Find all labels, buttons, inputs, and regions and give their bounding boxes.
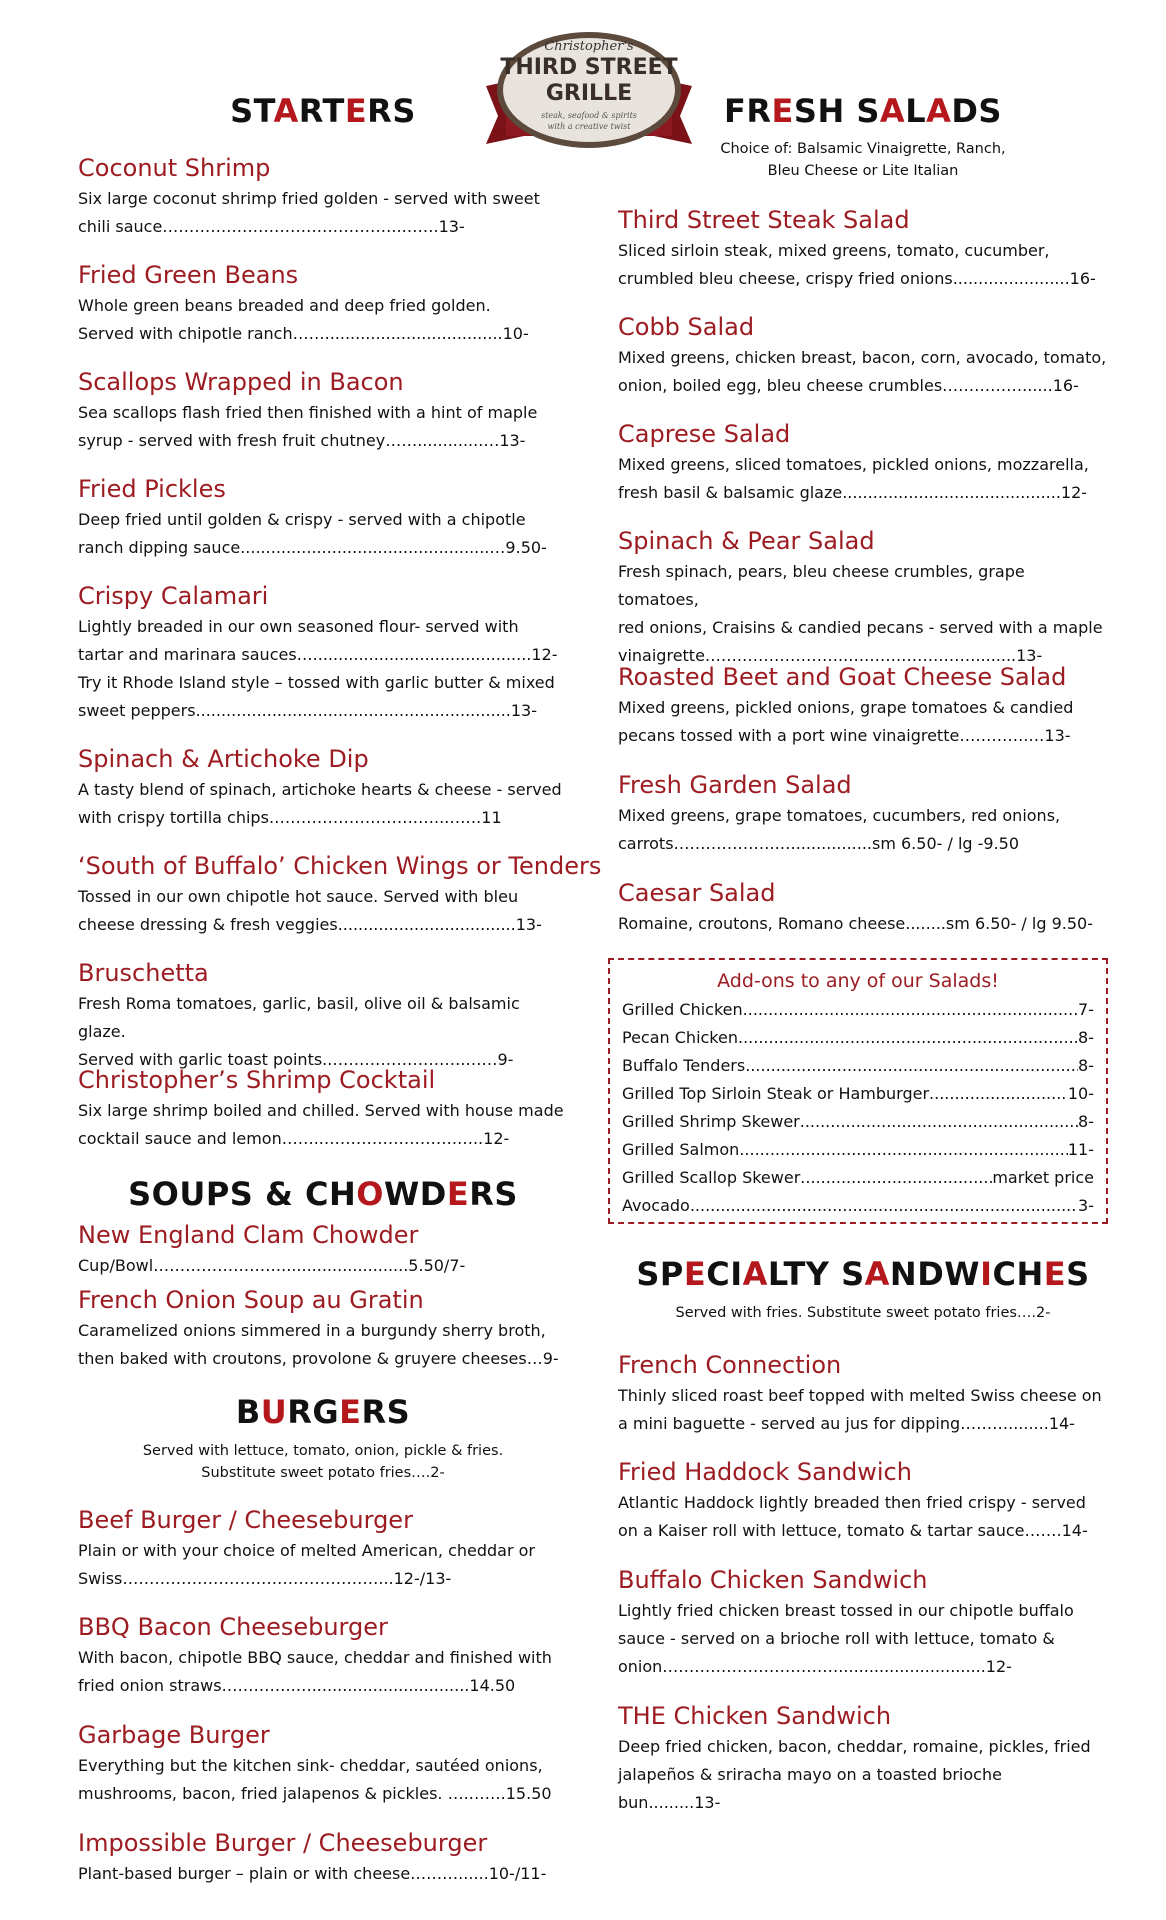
menu-item bbox=[78, 958, 568, 1074]
addon-price: 10- bbox=[1067, 1084, 1094, 1103]
menu-item bbox=[618, 205, 1108, 293]
addon-row bbox=[622, 1136, 1094, 1164]
menu-item bbox=[618, 1350, 1108, 1438]
addon-name: Grilled Chicken bbox=[622, 1000, 743, 1019]
svg-text:steak, seafood & spirits: steak, seafood & spirits bbox=[541, 111, 637, 120]
item-name: THE Chicken Sandwich bbox=[618, 1702, 892, 1730]
addon-row bbox=[622, 1052, 1094, 1080]
addon-row bbox=[622, 1192, 1094, 1220]
menu-item bbox=[78, 153, 568, 241]
item-description: Atlantic Haddock lightly breaded then fried crispy - served on a Kaiser roll with lettuce, tomato & tartar sauce…….14- bbox=[618, 1493, 1088, 1540]
item-name: Crispy Calamari bbox=[78, 582, 269, 610]
menu-item bbox=[618, 770, 1108, 858]
sandwiches-heading: SPECIALTY SANDWICHES bbox=[636, 1255, 1090, 1293]
item-name: Spinach & Pear Salad bbox=[618, 527, 875, 555]
item-description: Fresh Roma tomatoes, garlic, basil, olive oil & balsamic glaze. Served with garlic toast points..…………………….……9- bbox=[78, 994, 520, 1069]
item-description: Deep fried until golden & crispy - served with a chipotle ranch dipping sauce.................................................…9.50- bbox=[78, 510, 547, 557]
menu-item bbox=[618, 312, 1108, 400]
burgers-heading: BURGERS bbox=[235, 1393, 411, 1431]
addon-price: market price bbox=[992, 1168, 1094, 1187]
menu-item bbox=[78, 1612, 568, 1700]
addon-row bbox=[622, 1080, 1094, 1108]
menu-item bbox=[78, 581, 568, 725]
menu-item bbox=[618, 662, 1108, 750]
item-name: Fresh Garden Salad bbox=[618, 771, 852, 799]
item-name: Cobb Salad bbox=[618, 313, 755, 341]
item-name: French Connection bbox=[618, 1351, 842, 1379]
addon-price: 8- bbox=[1078, 1028, 1094, 1047]
item-name: New England Clam Chowder bbox=[78, 1221, 419, 1249]
item-description: Romaine, croutons, Romano cheese........sm 6.50- / lg 9.50- bbox=[618, 914, 1093, 933]
item-name: Bruschetta bbox=[78, 959, 209, 987]
item-description: Whole green beans breaded and deep fried golden. Served with chipotle ranch……...................................10- bbox=[78, 296, 529, 343]
addons-list bbox=[622, 996, 1094, 1220]
menu-item bbox=[618, 878, 1108, 938]
menu-item bbox=[78, 851, 602, 939]
item-name: Fried Pickles bbox=[78, 475, 226, 503]
item-description: Mixed greens, grape tomatoes, cucumbers, red onions, carrots………………..…...............sm 6.50- / lg -9.50 bbox=[618, 806, 1061, 853]
salads-heading: FRESH SALADS bbox=[724, 92, 1002, 130]
item-description: Cup/Bowl…………………….........................5.50/7- bbox=[78, 1256, 466, 1275]
item-name: Spinach & Artichoke Dip bbox=[78, 745, 369, 773]
menu-item bbox=[78, 1065, 568, 1153]
item-description: Mixed greens, pickled onions, grape tomatoes & candied pecans tossed with a port wine vinaigrette………….…13- bbox=[618, 698, 1074, 745]
item-name: Roasted Beet and Goat Cheese Salad bbox=[618, 663, 1067, 691]
item-name: BBQ Bacon Cheeseburger bbox=[78, 1613, 388, 1641]
item-name: Beef Burger / Cheeseburger bbox=[78, 1506, 413, 1534]
menu-item bbox=[78, 1828, 568, 1888]
addon-name: Grilled Top Sirloin Steak or Hamburger bbox=[622, 1084, 930, 1103]
menu-item bbox=[618, 1457, 1108, 1545]
menu-item bbox=[618, 1701, 1108, 1817]
item-name: Fried Haddock Sandwich bbox=[618, 1458, 912, 1486]
item-description: Six large coconut shrimp fried golden - served with sweet chili sauce………….…………………………..…….13- bbox=[78, 189, 540, 236]
menu-item bbox=[78, 260, 568, 348]
soups-heading: SOUPS & CHOWDERS bbox=[128, 1175, 518, 1213]
addon-price: 7- bbox=[1078, 1000, 1094, 1019]
addon-row bbox=[622, 1108, 1094, 1136]
menu-item bbox=[78, 1220, 568, 1280]
addon-name: Grilled Salmon bbox=[622, 1140, 740, 1159]
menu-item bbox=[78, 367, 568, 455]
menu-item bbox=[78, 1285, 568, 1373]
item-description: Plant-based burger – plain or with cheese………......10-/11- bbox=[78, 1864, 547, 1883]
salad-addons-box bbox=[608, 958, 1108, 1224]
addon-price: 3- bbox=[1078, 1196, 1094, 1215]
menu-item bbox=[618, 1565, 1108, 1681]
item-description: A tasty blend of spinach, artichoke hearts & cheese - served with crispy tortilla chips……………………….…..…….11 bbox=[78, 780, 562, 827]
menu-item bbox=[78, 474, 568, 562]
item-name: Impossible Burger / Cheeseburger bbox=[78, 1829, 488, 1857]
addon-price: 11- bbox=[1067, 1140, 1094, 1159]
starters-heading: STARTERS bbox=[230, 92, 416, 130]
item-description: Tossed in our own chipotle hot sauce. Served with bleu cheese dressing & fresh veggies...................................13- bbox=[78, 887, 542, 934]
addon-row bbox=[622, 996, 1094, 1024]
addon-name: Grilled Shrimp Skewer bbox=[622, 1112, 800, 1131]
item-name: Caesar Salad bbox=[618, 879, 776, 907]
item-name: Scallops Wrapped in Bacon bbox=[78, 368, 404, 396]
menu-item bbox=[618, 526, 1108, 670]
item-name: Caprese Salad bbox=[618, 420, 791, 448]
item-name: Third Street Steak Salad bbox=[618, 206, 910, 234]
item-name: Fried Green Beans bbox=[78, 261, 299, 289]
addon-price: 8- bbox=[1078, 1056, 1094, 1075]
item-description: Everything but the kitchen sink- cheddar, sautéed onions, mushrooms, bacon, fried jalapenos & pickles. ….…….15.50 bbox=[78, 1756, 552, 1803]
item-name: Coconut Shrimp bbox=[78, 154, 271, 182]
burgers-note: Served with lettuce, tomato, onion, pickle & fries. Substitute sweet potato fries….2- bbox=[142, 1443, 504, 1481]
menu-item bbox=[78, 744, 568, 832]
item-name: Buffalo Chicken Sandwich bbox=[618, 1566, 928, 1594]
item-description: Thinly sliced roast beef topped with melted Swiss cheese on a mini baguette - served au jus for dipping………........14- bbox=[618, 1386, 1102, 1433]
item-description: Sea scallops flash fried then finished with a hint of maple syrup - served with fresh fruit chutney…….............…13- bbox=[78, 403, 538, 450]
item-description: With bacon, chipotle BBQ sauce, cheddar and finished with fried onion straws…………..…...............................14.50 bbox=[78, 1648, 552, 1695]
addon-name: Pecan Chicken bbox=[622, 1028, 738, 1047]
menu-item bbox=[78, 1720, 568, 1808]
item-name: ‘South of Buffalo’ Chicken Wings or Tenders bbox=[78, 852, 602, 880]
item-description: Mixed greens, sliced tomatoes, pickled onions, mozzarella, fresh basil & balsamic glaze...........................................12- bbox=[618, 455, 1089, 502]
svg-text:GRILLE: GRILLE bbox=[545, 81, 633, 106]
addons-title: Add-ons to any of our Salads! bbox=[717, 970, 999, 992]
sandwiches-note: Served with fries. Substitute sweet potato fries….2- bbox=[675, 1305, 1051, 1321]
item-description: Mixed greens, chicken breast, bacon, corn, avocado, tomato, onion, boiled egg, bleu cheese crumbles……………......16- bbox=[618, 348, 1107, 395]
item-name: Garbage Burger bbox=[78, 1721, 270, 1749]
svg-text:THIRD STREET: THIRD STREET bbox=[500, 55, 678, 80]
addon-name: Grilled Scallop Skewer bbox=[622, 1168, 801, 1187]
item-name: Christopher’s Shrimp Cocktail bbox=[78, 1066, 436, 1094]
menu-item bbox=[618, 419, 1108, 507]
item-description: Lightly breaded in our own seasoned flour- served with tartar and marinara sauces…...........................................12- Try it Rhode Island style – tossed with garlic butter & mixed sweet peppers..............................................................13- bbox=[78, 617, 558, 720]
svg-text:with a creative twist: with a creative twist bbox=[547, 122, 631, 131]
item-description: Plain or with your choice of melted American, cheddar or Swiss…………………………………………...12-/13- bbox=[78, 1541, 535, 1588]
item-description: Lightly fried chicken breast tossed in our chipotle buffalo sauce - served on a brioche roll with lettuce, tomato & onion…………………………….............................12- bbox=[618, 1601, 1074, 1676]
item-description: Fresh spinach, pears, bleu cheese crumbles, grape tomatoes, red onions, Craisins & candied pecans - served with a maple vinaigrette…….………………..….…….…….……........13- bbox=[618, 562, 1103, 665]
addon-name: Buffalo Tenders bbox=[622, 1056, 746, 1075]
addon-name: Avocado bbox=[622, 1196, 690, 1215]
salads-note: Choice of: Balsamic Vinaigrette, Ranch, Bleu Cheese or Lite Italian bbox=[720, 141, 1006, 179]
menu-item bbox=[78, 1505, 568, 1593]
svg-text:Christopher's: Christopher's bbox=[544, 39, 634, 54]
item-name: French Onion Soup au Gratin bbox=[78, 1286, 424, 1314]
item-description: Six large shrimp boiled and chilled. Served with house made cocktail sauce and lemon……..…………………….…..12- bbox=[78, 1101, 564, 1148]
item-description: Sliced sirloin steak, mixed greens, tomato, cucumber, crumbled bleu cheese, crispy fried onions.......................16- bbox=[618, 241, 1096, 288]
addon-price: 8- bbox=[1078, 1112, 1094, 1131]
addon-row bbox=[622, 1024, 1094, 1052]
addon-row bbox=[622, 1164, 1094, 1192]
item-description: Caramelized onions simmered in a burgundy sherry broth, then baked with croutons, provolone & gruyere cheeses…9- bbox=[78, 1321, 559, 1368]
item-description: Deep fried chicken, bacon, cheddar, romaine, pickles, fried jalapeños & sriracha mayo on a toasted brioche bun.........13- bbox=[618, 1737, 1091, 1812]
